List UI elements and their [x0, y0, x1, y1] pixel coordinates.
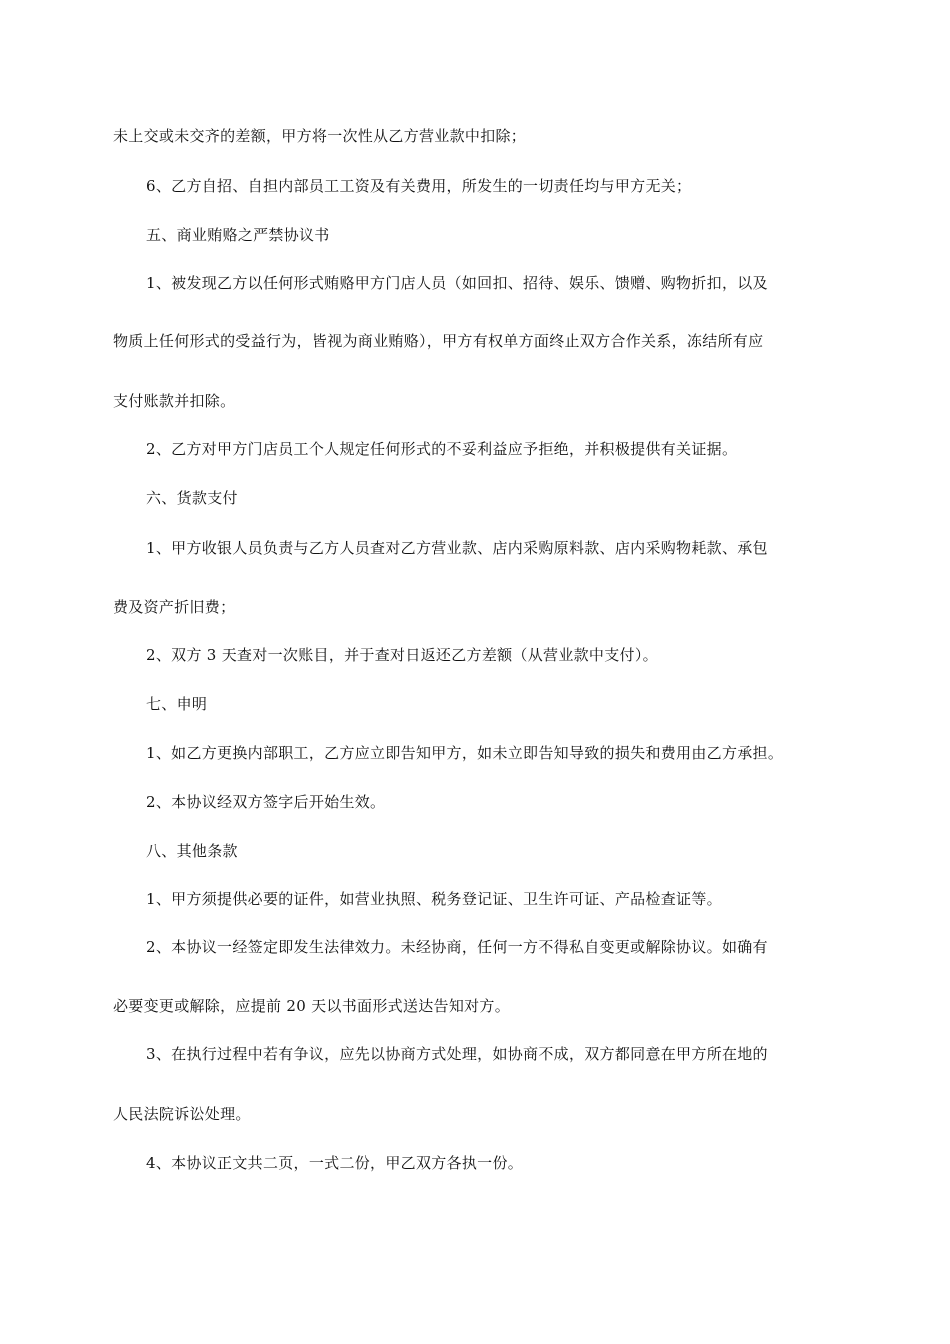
clause-8-2-line-1: 2、本协议一经签定即发生法律效力。未经协商，任何一方不得私自变更或解除协议。如确有	[146, 938, 768, 956]
clause-8-3-line-1: 3、在执行过程中若有争议，应先以协商方式处理，如协商不成，双方都同意在甲方所在地的	[146, 1045, 768, 1063]
clause-6-2: 2、双方 3 天查对一次账目，并于查对日返还乙方差额（从营业款中支付）。	[146, 646, 658, 664]
clause-8-2-line-2: 必要变更或解除，应提前 20 天以书面形式送达告知对方。	[113, 997, 511, 1015]
section-heading-6: 六、货款支付	[146, 489, 238, 507]
paragraph-line-1: 未上交或未交齐的差额，甲方将一次性从乙方营业款中扣除；	[113, 127, 527, 145]
clause-8-4: 4、本协议正文共二页，一式二份，甲乙双方各执一份。	[146, 1154, 524, 1172]
clause-5-1-line-3: 支付账款并扣除。	[113, 392, 236, 410]
clause-7-2: 2、本协议经双方签字后开始生效。	[146, 793, 386, 811]
clause-4-6: 6、乙方自招、自担内部员工工资及有关费用，所发生的一切责任均与甲方无关；	[146, 177, 692, 195]
clause-5-1-line-2: 物质上任何形式的受益行为，皆视为商业贿赂），甲方有权单方面终止双方合作关系，冻结所有应	[113, 332, 764, 350]
clause-5-2: 2、乙方对甲方门店员工个人规定任何形式的不妥利益应予拒绝，并积极提供有关证据。	[146, 440, 738, 458]
section-heading-8: 八、其他条款	[146, 842, 238, 860]
clause-8-1: 1、甲方须提供必要的证件，如营业执照、税务登记证、卫生许可证、产品检查证等。	[146, 890, 722, 908]
clause-7-1: 1、如乙方更换内部职工，乙方应立即告知甲方，如未立即告知导致的损失和费用由乙方承担。	[146, 744, 784, 762]
clause-6-1-line-2: 费及资产折旧费；	[113, 598, 236, 616]
section-heading-5: 五、商业贿赂之严禁协议书	[146, 226, 330, 244]
clause-8-3-line-2: 人民法院诉讼处理。	[113, 1105, 251, 1123]
section-heading-7: 七、申明	[146, 695, 208, 713]
clause-5-1-line-1: 1、被发现乙方以任何形式贿赂甲方门店人员（如回扣、招待、娱乐、馈赠、购物折扣，以及	[146, 274, 768, 292]
clause-6-1-line-1: 1、甲方收银人员负责与乙方人员查对乙方营业款、店内采购原料款、店内采购物耗款、承包	[146, 539, 768, 557]
